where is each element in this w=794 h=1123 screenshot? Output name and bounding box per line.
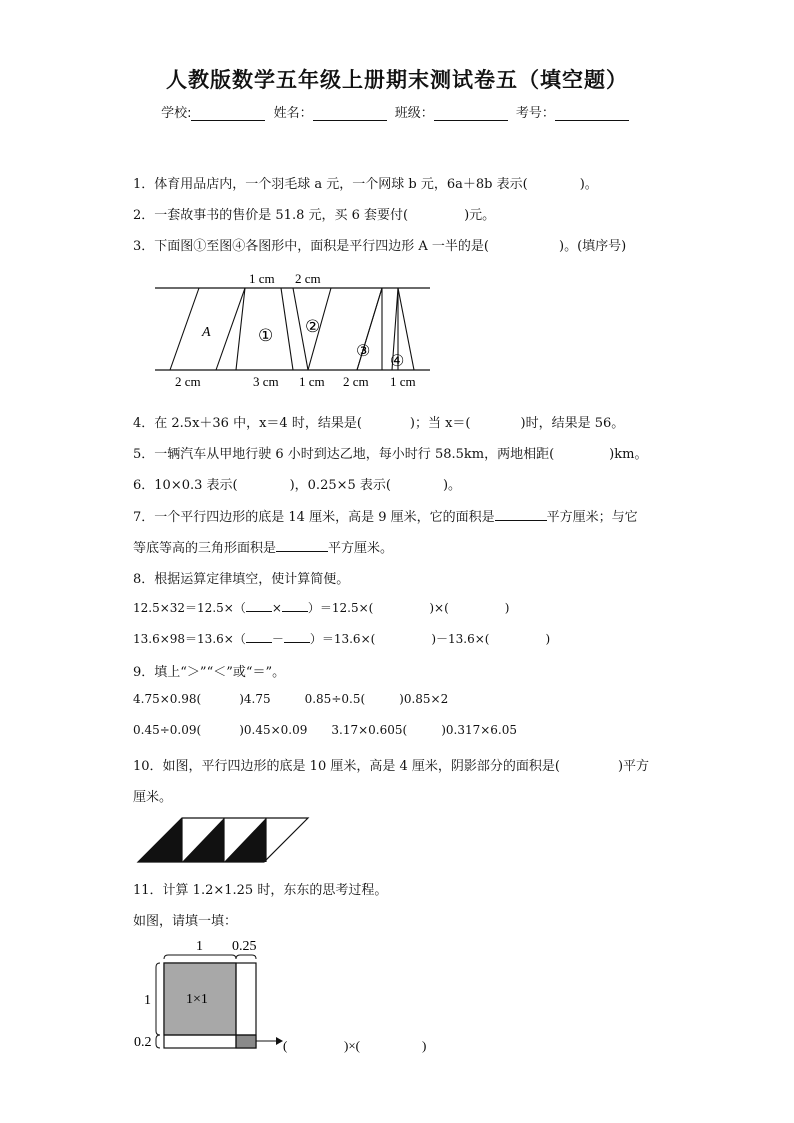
answer-blank-7b[interactable] — [276, 539, 328, 552]
question-9-line-2: 0.45÷0.09( )0.45×0.09 3.17×0.605( )0.317×6.05 — [133, 723, 517, 737]
question-11: 11．计算 1.2×1.25 时，东东的思考过程。 — [133, 883, 388, 898]
student-info-row — [0, 102, 794, 121]
bottom-label-4: 2 cm — [343, 374, 369, 389]
arrow-head-icon — [276, 1037, 283, 1045]
bottom-label-1: 2 cm — [175, 374, 201, 389]
area-model-figure — [130, 935, 440, 1060]
bottom-label-5: 1 cm — [390, 374, 416, 389]
label-1: ① — [258, 326, 274, 345]
question-9-line-1: 4.75×0.98( )4.75 0.85÷0.5( )0.85×2 — [133, 692, 449, 706]
answer-blank-8a[interactable] — [246, 599, 272, 612]
bottom-label-3: 1 cm — [299, 374, 325, 389]
bottom-label-2: 3 cm — [253, 374, 279, 389]
label-2: ② — [305, 317, 321, 336]
question-8: 8．根据运算定律填空，使计算简便。 — [133, 572, 350, 587]
number-label: 考号： — [515, 106, 555, 121]
question-11-sub: 如图，请填一填： — [133, 914, 238, 929]
label-4: ④ — [390, 353, 405, 370]
answer-blank-8e[interactable] — [246, 630, 272, 643]
number-blank[interactable] — [555, 107, 629, 121]
shaded-parallelogram-figure — [136, 815, 312, 865]
left-label-02: 0.2 — [134, 1035, 152, 1050]
question-3: 3．下面图①至图④各图形中，面积是平行四边形 A 一半的是( )。(填序号) — [133, 239, 627, 254]
name-blank[interactable] — [313, 107, 387, 121]
answer-blank-11a[interactable] — [290, 1037, 344, 1051]
top-label-1: 1 — [196, 939, 203, 954]
question-8-line-1: 12.5×32＝12.5×（ × ）＝12.5×( )×( ) — [133, 601, 510, 615]
question-6: 6．10×0.3 表示( )，0.25×5 表示( )。 — [133, 478, 462, 493]
name-label: 姓名： — [273, 106, 313, 121]
answer-open: ( — [283, 1038, 288, 1053]
question-7: 7．一个平行四边形的底是 14 厘米，高是 9 厘米，它的面积是 平方厘米；与它 — [133, 510, 638, 525]
question-10: 10．如图，平行四边形的底是 10 厘米，高是 4 厘米，阴影部分的面积是( )平方 — [133, 759, 650, 774]
answer-blank-8b[interactable] — [282, 599, 308, 612]
question-8-line-2: 13.6×98＝13.6×（ － ）＝13.6×( )－13.6×( ) — [133, 632, 551, 646]
inner-label: 1×1 — [186, 992, 208, 1007]
answer-blank-7a[interactable] — [495, 508, 547, 521]
school-label: 学校: — [161, 106, 192, 121]
answer-mid: )×( — [344, 1038, 360, 1053]
question-4: 4．在 2.5x＋36 中，x＝4 时，结果是( )；当 x＝( )时，结果是 56。 — [133, 416, 625, 431]
class-label: 班级： — [394, 106, 434, 121]
answer-blank-11b[interactable] — [366, 1037, 422, 1051]
question-5: 5．一辆汽车从甲地行驶 6 小时到达乙地，每小时行 58.5km，两地相距( )km。 — [133, 447, 648, 462]
parallelogram-figure — [150, 268, 440, 392]
label-a: A — [202, 325, 211, 340]
class-blank[interactable] — [434, 107, 508, 121]
label-3: ③ — [356, 343, 371, 360]
left-label-1: 1 — [144, 993, 151, 1008]
answer-blank-8f[interactable] — [284, 630, 310, 643]
question-1: 1．体育用品店内，一个羽毛球 a 元，一个网球 b 元，6a＋8b 表示( )。 — [133, 177, 598, 192]
question-9: 9．填上“＞”“＜”或“＝”。 — [133, 665, 286, 680]
question-10-cont: 厘米。 — [133, 790, 173, 805]
school-blank[interactable] — [191, 107, 265, 121]
question-2: 2．一套故事书的售价是 51.8 元，买 6 套要付( )元。 — [133, 208, 496, 223]
question-7-cont: 等底等高的三角形面积是 平方厘米。 — [133, 541, 394, 556]
page-title: 人教版数学五年级上册期末测试卷五（填空题） — [166, 68, 628, 92]
top-label-025: 0.25 — [232, 939, 257, 954]
small-shaded-cell — [236, 1035, 256, 1048]
answer-close: ) — [422, 1038, 427, 1053]
top-label-2: 2 cm — [295, 271, 321, 286]
top-label-1: 1 cm — [249, 271, 275, 286]
